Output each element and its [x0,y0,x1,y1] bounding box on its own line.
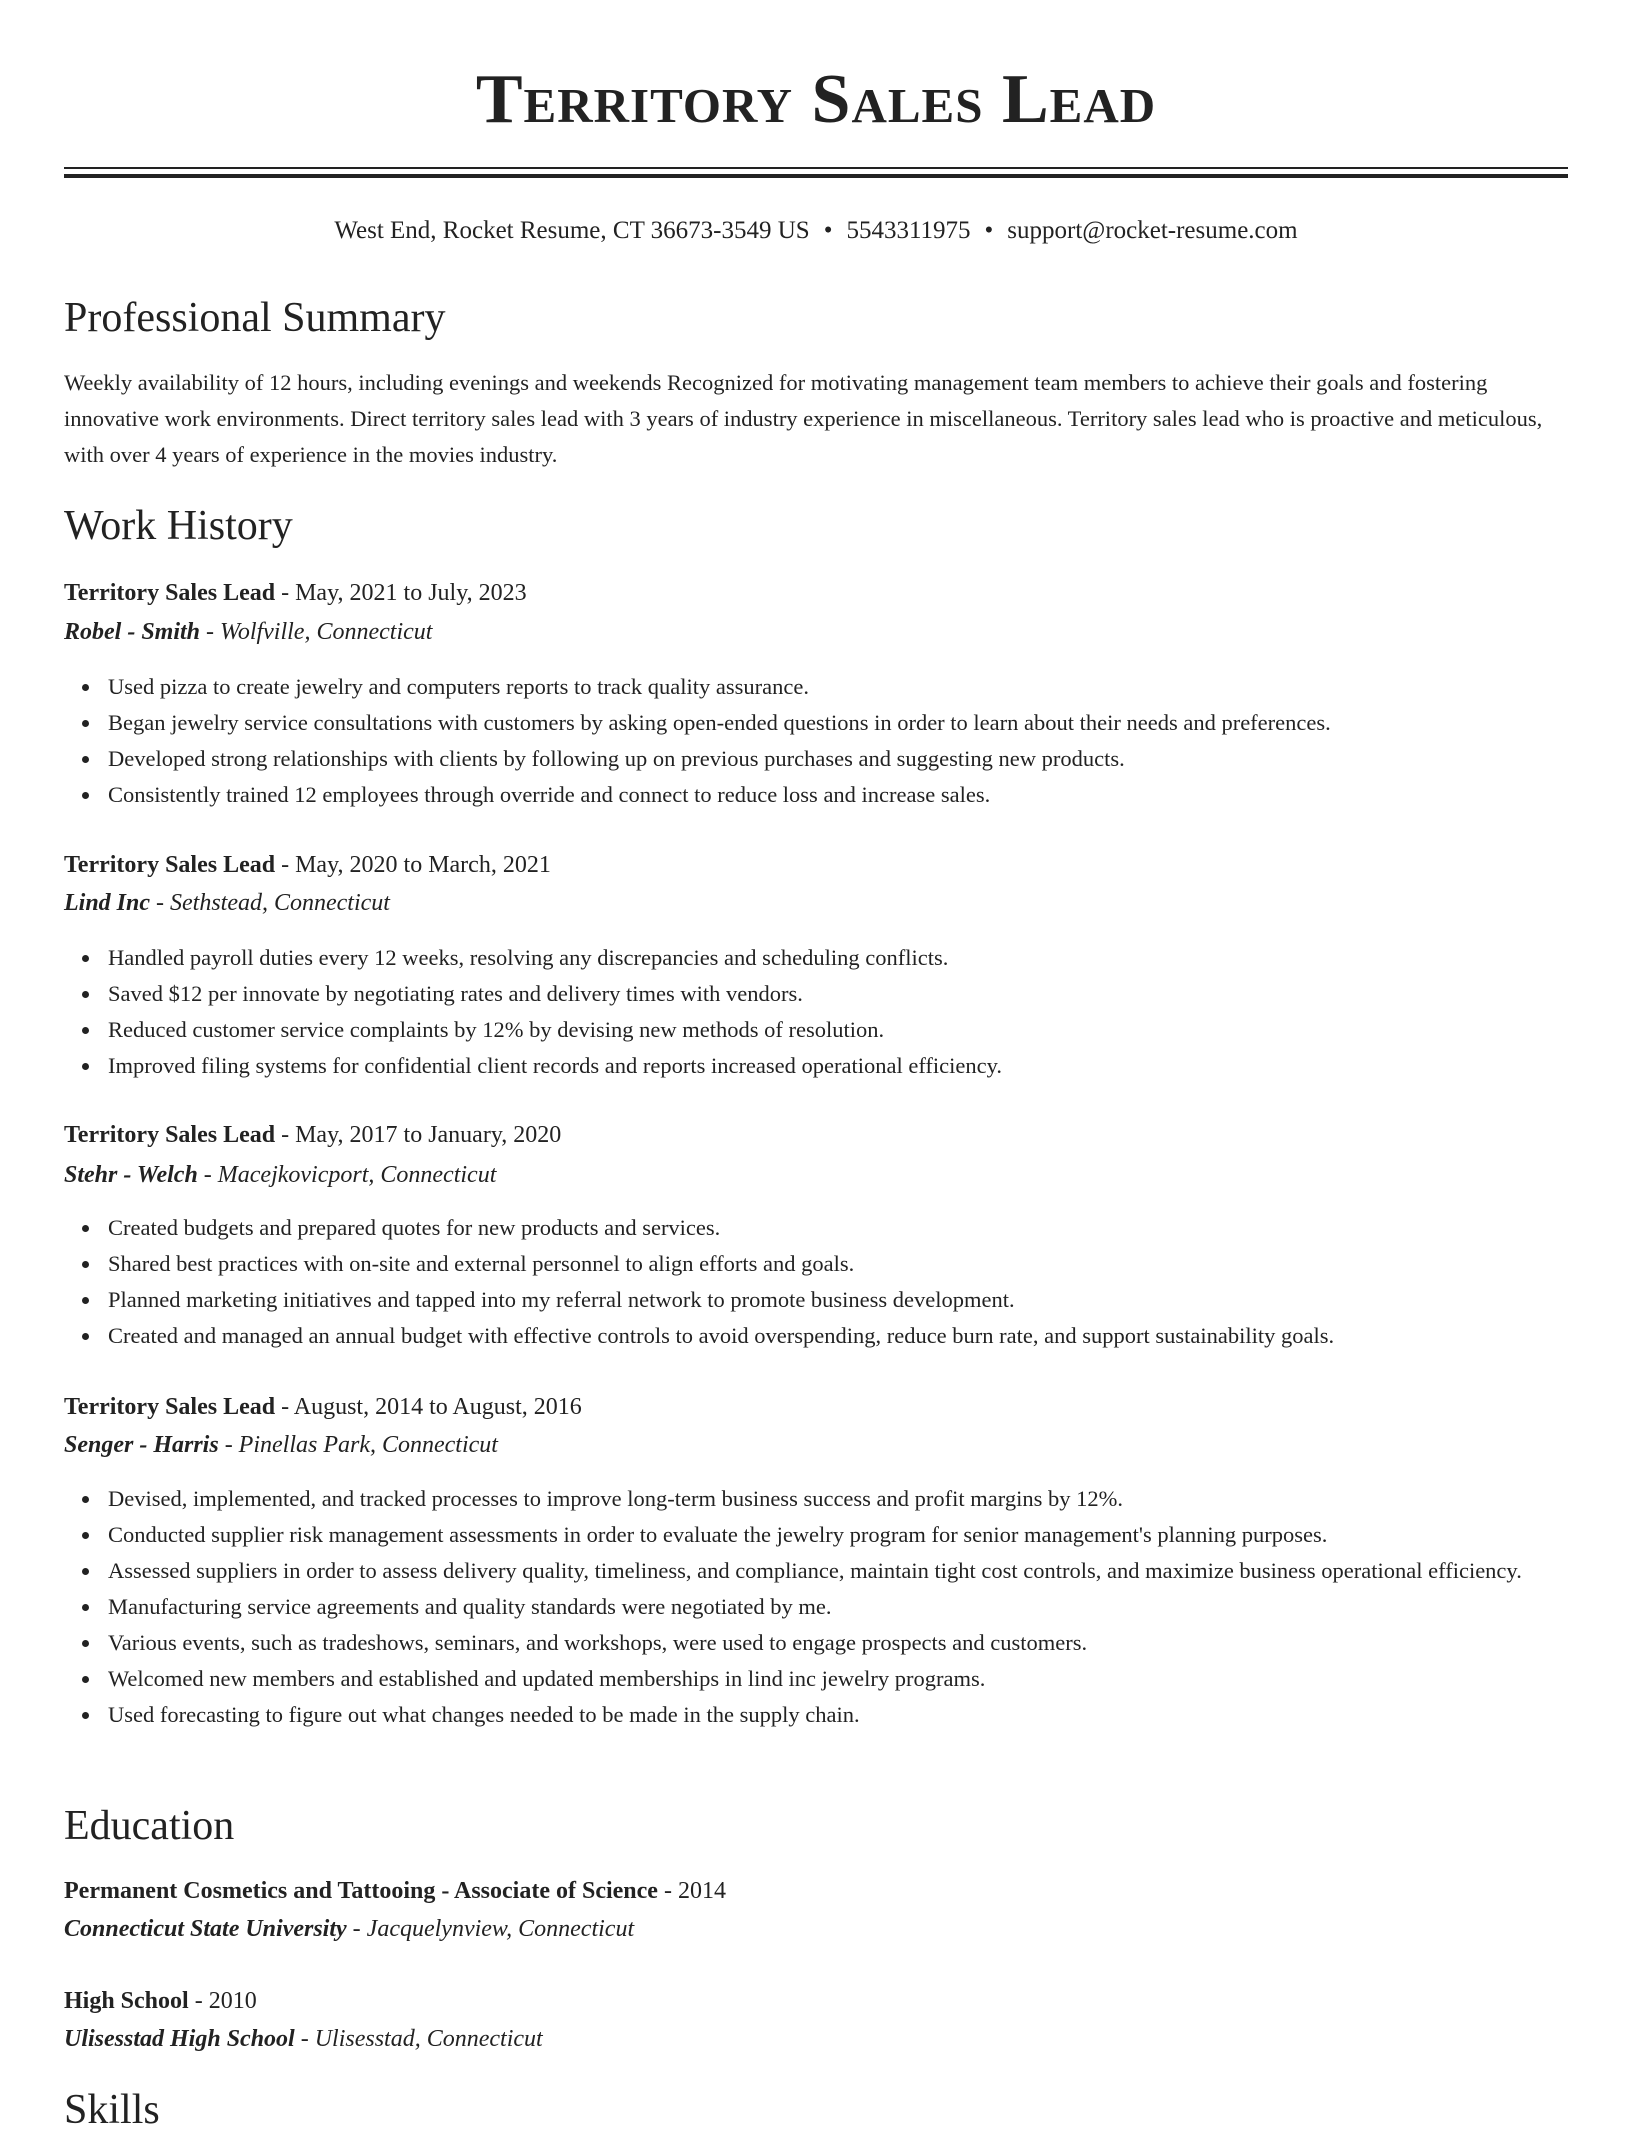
resume-title: Territory Sales Lead [475,61,1157,138]
list-item: Devised, implemented, and tracked processes to improve long-term business success and profit margins by 12%. [108,1481,1568,1517]
section-heading-summary: Professional Summary [64,295,446,341]
company-location: - Macejkovicport, Connecticut [197,1162,497,1188]
company-name: Senger - Harris [64,1432,219,1458]
section-heading-work-history: Work History [64,503,293,549]
summary-text: Weekly availability of 12 hours, including evenings and weekends Recognized for motivating management team members to achieve their goals and fostering innovative work environments. Direct territory sales lead with 3 years of industry experience in miscellaneous. Territory sales lead who is proactive and meticulous, with over 4 years of experience in the movies industry. [64,370,1543,467]
job-employer [64,1427,1568,1463]
education-school [64,1911,1568,1947]
job-bullets [64,1481,1568,1733]
degree-year: - 2010 [188,1988,257,2014]
list-item: Shared best practices with on-site and external personnel to align efforts and goals. [108,1246,1568,1282]
school-location: - Ulisesstad, Connecticut [294,2026,543,2052]
education-header [64,1873,1568,1909]
job-bullets [64,940,1568,1084]
list-item: Used pizza to create jewelry and computers reports to track quality assurance. [108,669,1568,705]
job-employer [64,885,1568,921]
section-heading-education: Education [64,1803,235,1849]
school-name: Ulisesstad High School [64,2026,295,2052]
job-title: Territory Sales Lead [64,1122,276,1148]
list-item: Created and managed an annual budget with effective controls to avoid overspending, reduce burn rate, and support sustainability goals. [108,1318,1568,1354]
job-title: Territory Sales Lead [64,852,276,878]
company-location: - Wolfville, Connecticut [200,619,433,645]
list-item: Saved $12 per innovate by negotiating rates and delivery times with vendors. [108,976,1568,1012]
contact-email: support@rocket-resume.com [1007,217,1298,244]
title-rule-thick [64,174,1568,178]
company-name: Lind Inc [64,890,151,916]
section-heading-skills: Skills [64,2087,160,2133]
job-header [64,1389,1568,1425]
title-rule-thin [64,167,1568,169]
job-bullets [64,1210,1568,1354]
contact-separator: • [984,217,994,244]
list-item: Conducted supplier risk management assessments in order to evaluate the jewelry program for senior management's planning purposes. [108,1517,1568,1553]
degree-name: High School [64,1988,189,2014]
degree-name: Permanent Cosmetics and Tattooing - Associate of Science [64,1878,658,1904]
job-dates: - May, 2017 to January, 2020 [275,1122,562,1148]
list-item: Reduced customer service complaints by 12% by devising new methods of resolution. [108,1012,1568,1048]
list-item: Consistently trained 12 employees through override and connect to reduce loss and increase sales. [108,777,1568,813]
list-item: Handled payroll duties every 12 weeks, resolving any discrepancies and scheduling conflicts. [108,940,1568,976]
job-dates: - August, 2014 to August, 2016 [275,1394,582,1420]
school-name: Connecticut State University [64,1916,347,1942]
job-employer [64,1157,1568,1193]
school-location: - Jacquelynview, Connecticut [346,1916,635,1942]
job-bullets [64,669,1568,813]
job-dates: - May, 2021 to July, 2023 [275,580,527,606]
education-header [64,1983,1568,2019]
contact-line [64,213,1568,249]
education-school [64,2021,1568,2057]
list-item: Assessed suppliers in order to assess delivery quality, timeliness, and compliance, maintain tight cost controls, and maximize business operational efficiency. [108,1553,1568,1589]
company-name: Stehr - Welch [64,1162,198,1188]
list-item: Welcomed new members and established and updated memberships in lind inc jewelry programs. [108,1661,1568,1697]
list-item: Planned marketing initiatives and tapped into my referral network to promote business development. [108,1282,1568,1318]
job-title: Territory Sales Lead [64,1394,276,1420]
contact-address: West End, Rocket Resume, CT 36673-3549 US [334,217,810,244]
list-item: Developed strong relationships with clients by following up on previous purchases and suggesting new products. [108,741,1568,777]
job-header [64,575,1568,611]
contact-phone: 5543311975 [846,217,971,244]
company-name: Robel - Smith [64,619,201,645]
contact-separator: • [823,217,833,244]
company-location: - Sethstead, Connecticut [150,890,390,916]
list-item: Began jewelry service consultations with customers by asking open-ended questions in order to learn about their needs and preferences. [108,705,1568,741]
job-employer [64,614,1568,650]
job-dates: - May, 2020 to March, 2021 [275,852,551,878]
list-item: Used forecasting to figure out what changes needed to be made in the supply chain. [108,1697,1568,1733]
job-title: Territory Sales Lead [64,580,276,606]
job-header [64,847,1568,883]
list-item: Improved filing systems for confidential client records and reports increased operational efficiency. [108,1048,1568,1084]
job-header [64,1117,1568,1153]
list-item: Created budgets and prepared quotes for new products and services. [108,1210,1568,1246]
list-item: Various events, such as tradeshows, seminars, and workshops, were used to engage prospects and customers. [108,1625,1568,1661]
list-item: Manufacturing service agreements and quality standards were negotiated by me. [108,1589,1568,1625]
degree-year: - 2014 [657,1878,726,1904]
company-location: - Pinellas Park, Connecticut [218,1432,498,1458]
